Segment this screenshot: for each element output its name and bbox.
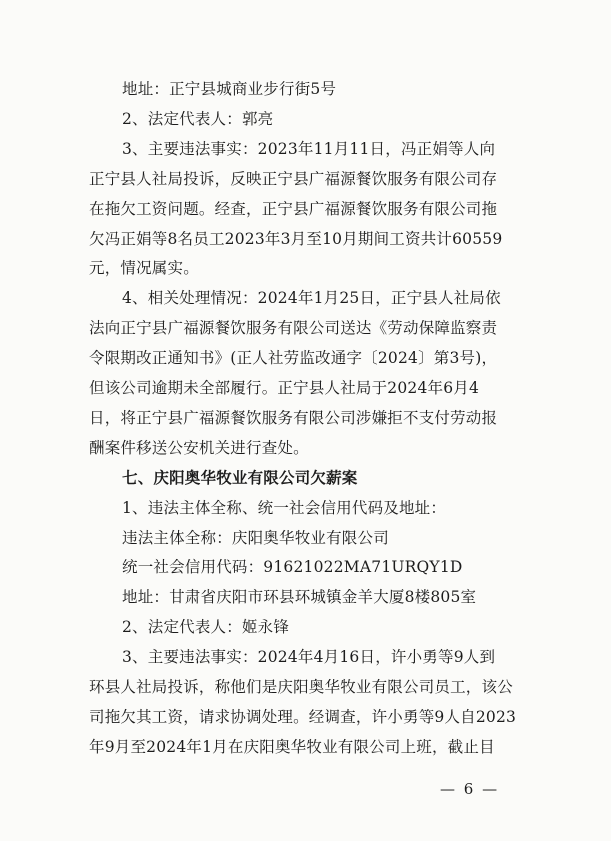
subject-info-line: 1、违法主体全称、统一社会信用代码及地址： xyxy=(122,498,447,517)
subject-name-line: 违法主体全称：庆阳奥华牧业有限公司 xyxy=(122,528,389,547)
legal-rep-line: 2、法定代表人：郭亮 xyxy=(122,109,274,128)
paragraph-line: 法向正宁县广福源餐饮服务有限公司送达《劳动保障监察责 xyxy=(89,319,498,338)
paragraph-line: 正宁县人社局投诉，反映正宁县广福源餐饮服务有限公司存 xyxy=(89,169,498,188)
paragraph-line: 元，情况属实。 xyxy=(89,259,199,278)
handling-line: 4、相关处理情况：2024年1月25日，正宁县人社局依 xyxy=(122,289,501,308)
paragraph-line: 但该公司逾期未全部履行。正宁县人社局于2024年6月4 xyxy=(89,379,480,397)
violation-facts-line: 3、主要违法事实：2023年11月11日，冯正娟等人向 xyxy=(122,139,496,158)
address-line: 地址：甘肃省庆阳市环县环城镇金羊大厦8楼805室 xyxy=(122,588,477,607)
page-number: — 6 — xyxy=(440,780,500,798)
paragraph-line: 日，将正宁县广福源餐饮服务有限公司涉嫌拒不支付劳动报 xyxy=(89,408,498,427)
paragraph-line: 司拖欠其工资，请求协调处理。经调查，许小勇等9人自2023 xyxy=(89,707,517,726)
paragraph-line: 令限期改正通知书》(正人社劳监改通字〔2024〕第3号)， xyxy=(89,349,498,368)
paragraph-line: 酬案件移送公安机关进行查处。 xyxy=(89,438,309,457)
paragraph-line: 在拖欠工资问题。经查，正宁县广福源餐饮服务有限公司拖 xyxy=(89,199,498,218)
paragraph-line: 年9月至2024年1月在庆阳奥华牧业有限公司上班，截止目 xyxy=(89,737,495,756)
case-heading: 七、庆阳奥华牧业有限公司欠薪案 xyxy=(122,468,358,487)
paragraph-line: 环县人社局投诉，称他们是庆阳奥华牧业有限公司员工，该公 xyxy=(89,678,513,696)
paragraph-line: 欠冯正娟等8名员工2023年3月至10月期间工资共计60559 xyxy=(89,229,503,248)
address-line: 地址：正宁县城商业步行街5号 xyxy=(122,80,337,98)
legal-rep-line: 2、法定代表人：姬永锋 xyxy=(122,618,290,637)
credit-code-line: 统一社会信用代码：91621022MA71URQY1D xyxy=(122,558,463,577)
violation-facts-line: 3、主要违法事实：2024年4月16日，许小勇等9人到 xyxy=(122,648,496,667)
